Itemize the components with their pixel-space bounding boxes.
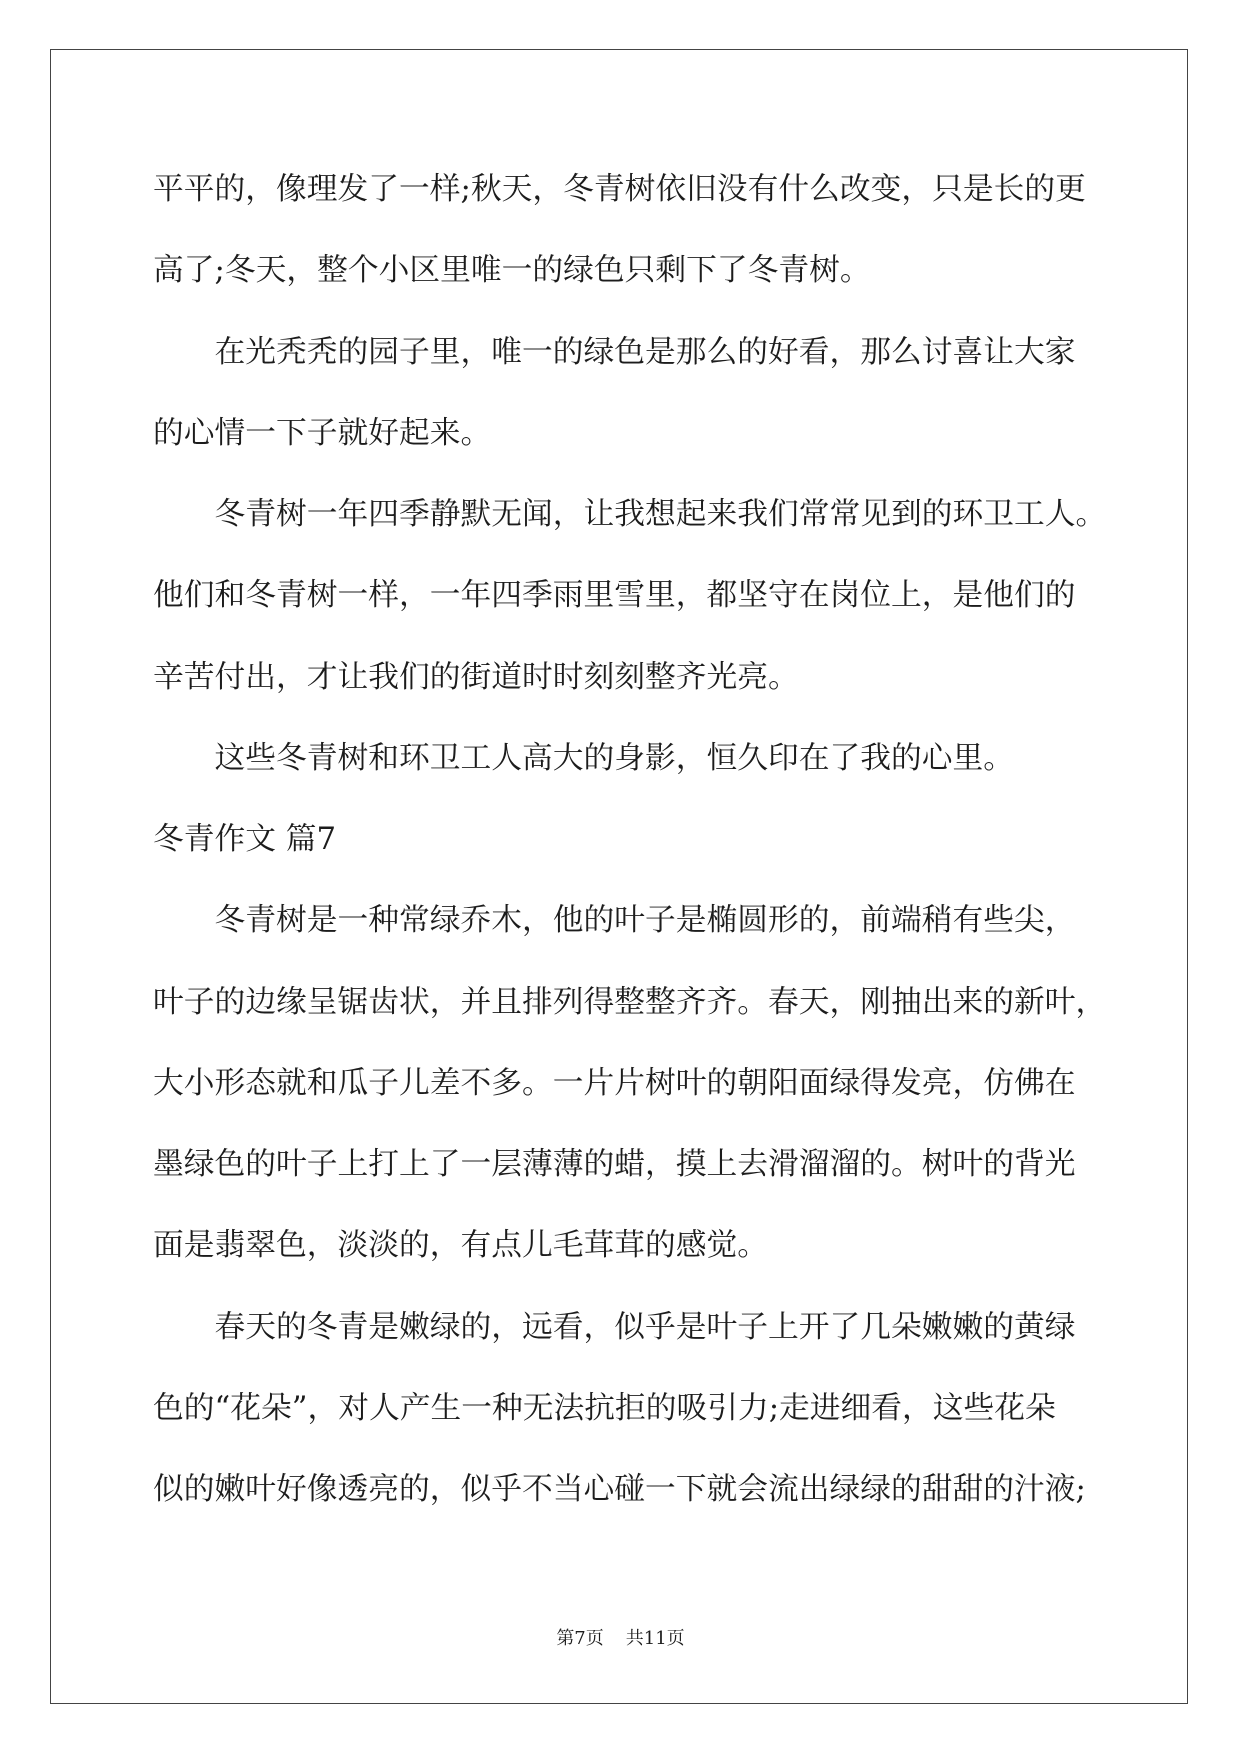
text-line: 辛苦付出，才让我们的街道时时刻刻整齐光亮。 <box>153 658 799 695</box>
text-line: 墨绿色的叶子上打上了一层薄薄的蜡，摸上去滑溜溜的。树叶的背光 <box>153 1146 1076 1183</box>
text-line: 平平的，像理发了一样;秋天，冬青树依旧没有什么改变，只是长的更 <box>153 171 1086 207</box>
text-line: 叶子的边缘呈锯齿状，并且排列得整整齐齐。春天，刚抽出来的新叶， <box>153 983 1107 1020</box>
page-content <box>153 149 1153 1531</box>
text-line: 这些冬青树和环卫工人高大的身影，恒久印在了我的心里。 <box>214 739 1015 776</box>
paragraph <box>153 880 1153 1286</box>
paragraph <box>153 149 1153 312</box>
page-footer <box>0 1627 1241 1651</box>
paragraph <box>153 1287 1153 1531</box>
text-line: 冬青树一年四季静默无闻，让我想起来我们常常见到的环卫工人。 <box>214 496 1107 533</box>
text-line: 大小形态就和瓜子儿差不多。一片片树叶的朝阳面绿得发亮，仿佛在 <box>153 1064 1076 1101</box>
text-line: 冬青树是一种常绿乔木，他的叶子是椭圆形的，前端稍有些尖， <box>214 902 1076 939</box>
text-line: 的心情一下子就好起来。 <box>153 414 492 451</box>
paragraph <box>153 312 1153 475</box>
paragraph <box>153 718 1153 799</box>
page-total: 共11页 <box>625 1628 685 1649</box>
paragraph <box>153 474 1153 718</box>
text-line: 在光秃秃的园子里，唯一的绿色是那么的好看，那么讨喜让大家 <box>214 333 1076 370</box>
text-line: 春天的冬青是嫩绿的，远看，似乎是叶子上开了几朵嫩嫩的黄绿 <box>214 1308 1076 1345</box>
text-line: 高了;冬天，整个小区里唯一的绿色只剩下了冬青树。 <box>153 252 871 289</box>
text-line: 色的“花朵”，对人产生一种无法抗拒的吸引力;走进细看，这些花朵 <box>153 1389 1056 1426</box>
page-number: 第7页 <box>556 1628 604 1649</box>
section-heading: 冬青作文 篇7 <box>153 821 337 858</box>
text-line: 面是翡翠色，淡淡的，有点儿毛茸茸的感觉。 <box>153 1227 769 1264</box>
text-line: 似的嫩叶好像透亮的，似乎不当心碰一下就会流出绿绿的甜甜的汁液; <box>153 1471 1086 1508</box>
text-line: 他们和冬青树一样，一年四季雨里雪里，都坚守在岗位上，是他们的 <box>153 577 1076 614</box>
